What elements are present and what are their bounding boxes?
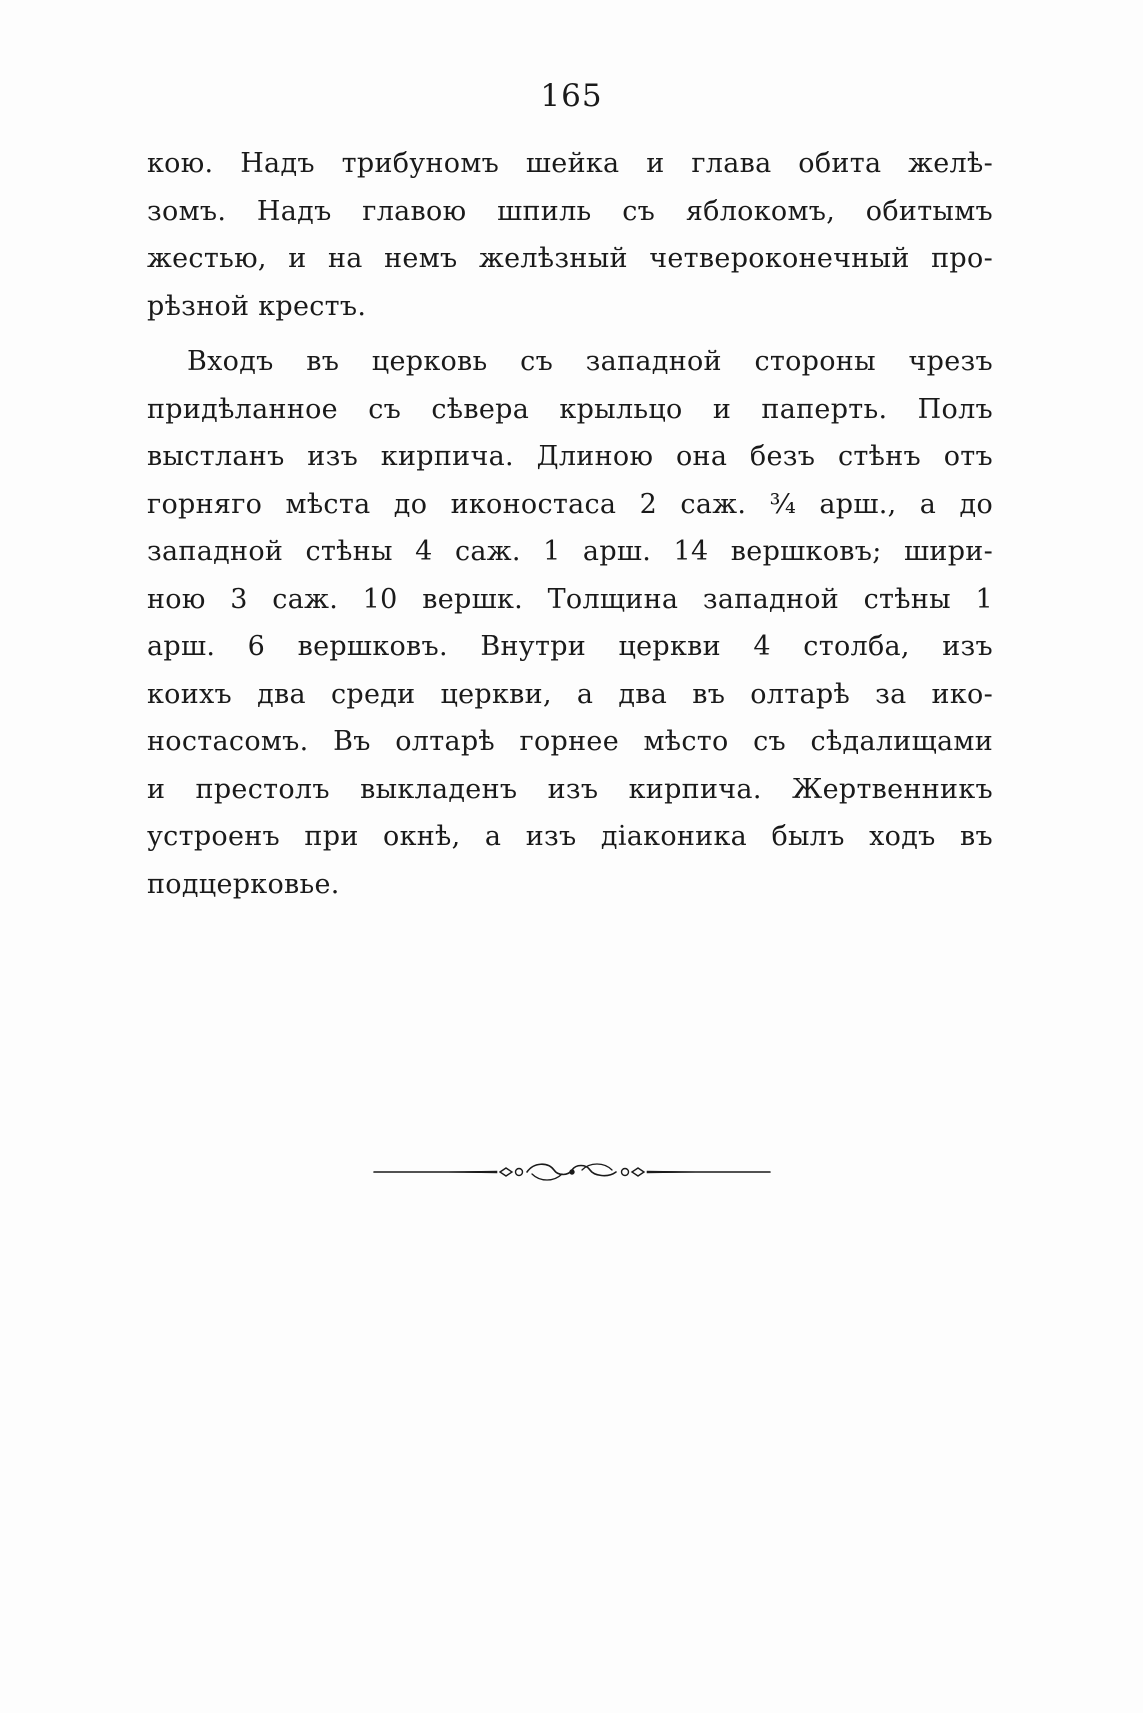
text-line: ною 3 саж. 10 вершк. Толщина западной стѣны 1 <box>147 583 993 615</box>
text-line: выстланъ изъ кирпича. Длиною она безъ стѣнъ отъ <box>147 441 993 472</box>
text-line: зомъ. Надъ главою шпиль съ яблокомъ, обитымъ <box>147 195 993 227</box>
text-line: арш. 6 вершковъ. Внутри церкви 4 столба, изъ <box>147 631 993 662</box>
text-line: Входъ въ церковь съ западной стороны чрезъ <box>187 346 993 377</box>
text-line: рѣзной крестъ. <box>147 290 367 322</box>
text-line: кою. Надъ трибуномъ шейка и глава обита желѣ- <box>147 148 993 179</box>
decorative-rule-ornament-icon <box>372 1158 772 1186</box>
text-line: жестью, и на немъ желѣзный четвероконечный про- <box>147 243 993 274</box>
text-line: горняго мѣста до иконостаса 2 саж. ¾ арш., а до <box>147 488 993 520</box>
body-text <box>147 140 993 908</box>
text-line: ностасомъ. Въ олтарѣ горнее мѣсто съ сѣдалищами <box>147 726 993 757</box>
text-line: подцерковье. <box>147 868 340 900</box>
paragraph-gap <box>147 330 993 338</box>
text-line: устроенъ при окнѣ, а изъ діаконика былъ ходъ въ <box>147 821 993 852</box>
page-number: 165 <box>540 78 603 114</box>
text-line: западной стѣны 4 саж. 1 арш. 14 вершковъ; шири- <box>147 536 993 567</box>
text-line: коихъ два среди церкви, а два въ олтарѣ за ико- <box>147 678 993 710</box>
text-line: придѣланное съ сѣвера крыльцо и паперть. Полъ <box>147 393 993 425</box>
text-line: и престолъ выкладенъ изъ кирпича. Жертвенникъ <box>147 773 993 805</box>
